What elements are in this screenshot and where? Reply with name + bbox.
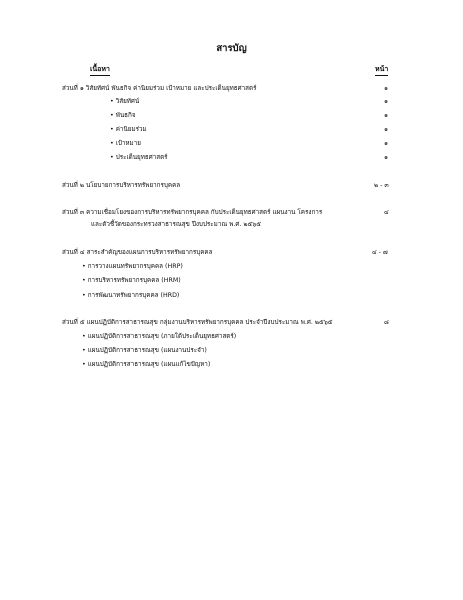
page-column-header: หน้า — [375, 64, 388, 76]
toc-section-4-page: ๔ - ๗ — [372, 249, 388, 256]
toc-item-plan-problem: • แผนปฏิบัติการสาธารณสุข (แผนแก้ไขปัญหา) — [82, 361, 211, 368]
toc-item-plan-routine: • แผนปฏิบัติการสาธารณสุข (แผนงานประจำ) — [82, 347, 207, 354]
toc-item-hrd: • การพัฒนาทรัพยากรบุคคล (HRD) — [82, 292, 180, 299]
toc-item-values-page: ๑ — [384, 126, 388, 133]
page-title: สารบัญ — [216, 43, 247, 54]
toc-section-3: ส่วนที่ ๓ ความเชื่อมโยงของการบริหารทรัพยากรบุคคล กับประเด็นยุทธศาสตร์ แผนงาน โครงการ — [62, 209, 323, 216]
content-column-header: เนื้อหา — [90, 64, 110, 76]
toc-item-goals-page: ๑ — [384, 140, 388, 147]
toc-item-mission: • พันธกิจ — [110, 112, 136, 119]
toc-item-vision-page: ๑ — [384, 98, 388, 105]
toc-item-hrm: • การบริหารทรัพยากรบุคคล (HRM) — [82, 277, 181, 284]
toc-item-vision: • วิสัยทัศน์ — [110, 98, 140, 105]
toc-section-5-page: ๘ — [384, 319, 389, 326]
toc-section-2-page: ๒ - ๓ — [374, 182, 389, 189]
toc-item-strategy-page: ๑ — [384, 154, 388, 161]
toc-section-5: ส่วนที่ ๕ แผนปฏิบัติการสาธารณสุข กลุ่มงานบริหารทรัพยากรบุคคล ประจำปีงบประมาณ พ.ศ. ๒๕๖๕ — [62, 319, 333, 326]
toc-section-1: ส่วนที่ ๑ วิสัยทัศน์ พันธกิจ ค่านิยมร่วม เป้าหมาย และประเด็นยุทธศาสตร์ — [62, 85, 257, 92]
toc-item-plan-strategy: • แผนปฏิบัติการสาธารณสุข (ภายใต้ประเด็นยุทธศาสตร์) — [82, 333, 237, 340]
toc-item-values: • ค่านิยมร่วม — [110, 126, 147, 133]
toc-item-strategy: • ประเด็นยุทธศาสตร์ — [110, 154, 168, 161]
toc-item-goals: • เป้าหมาย — [110, 140, 141, 147]
toc-item-hrp: • การวางแผนทรัพยากรบุคคล (HRP) — [82, 263, 183, 270]
toc-section-4: ส่วนที่ ๔ สาระสำคัญของแผนการบริหารทรัพยากรบุคคล — [62, 249, 213, 256]
toc-section-1-page: ๑ — [384, 85, 388, 92]
toc-item-mission-page: ๑ — [384, 112, 388, 119]
toc-section-2: ส่วนที่ ๒ นโยบายการบริหารทรัพยากรบุคคล — [62, 182, 181, 189]
toc-section-3-continued: และตัวชี้วัดของกระทรวงสาธารณสุข ปีงบประมาณ พ.ศ. ๒๕๖๕ — [91, 221, 262, 228]
toc-section-3-page: ๔ — [384, 209, 389, 216]
